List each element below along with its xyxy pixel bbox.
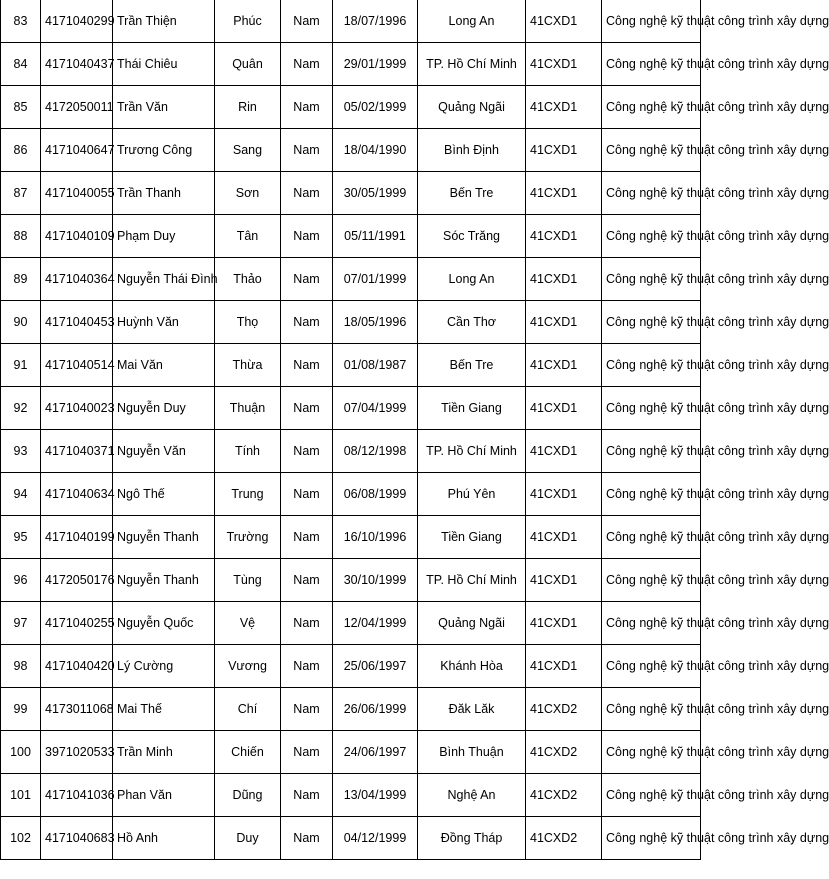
- student-id-cell: 4171040420: [41, 645, 113, 688]
- gender-cell: Nam: [281, 817, 333, 860]
- student-id-cell: 4171040634: [41, 473, 113, 516]
- gender-cell: Nam: [281, 430, 333, 473]
- last-middle-name-cell: Trần Thanh: [113, 172, 215, 215]
- last-middle-name-cell: Trần Văn: [113, 86, 215, 129]
- last-middle-name-cell: Mai Văn: [113, 344, 215, 387]
- last-middle-name-cell: Hồ Anh: [113, 817, 215, 860]
- row-number-cell: 89: [1, 258, 41, 301]
- table-row: [1, 559, 701, 602]
- birthplace-cell: Đồng Tháp: [418, 817, 526, 860]
- major-cell: Công nghệ kỹ thuật công trình xây dựng: [602, 172, 701, 215]
- birthplace-cell: Bình Định: [418, 129, 526, 172]
- row-number-cell: 100: [1, 731, 41, 774]
- first-name-cell: Quân: [215, 43, 281, 86]
- class-code-cell: 41CXD1: [526, 172, 602, 215]
- first-name-cell: Tùng: [215, 559, 281, 602]
- gender-cell: Nam: [281, 602, 333, 645]
- class-code-cell: 41CXD1: [526, 258, 602, 301]
- birthplace-cell: Tiền Giang: [418, 516, 526, 559]
- student-id-cell: 4171040453: [41, 301, 113, 344]
- major-cell: Công nghệ kỹ thuật công trình xây dựng: [602, 344, 701, 387]
- first-name-cell: Tân: [215, 215, 281, 258]
- first-name-cell: Thảo: [215, 258, 281, 301]
- table-row: [1, 172, 701, 215]
- date-of-birth-cell: 29/01/1999: [333, 43, 418, 86]
- table-row: [1, 301, 701, 344]
- row-number-cell: 97: [1, 602, 41, 645]
- student-id-cell: 4171040055: [41, 172, 113, 215]
- gender-cell: Nam: [281, 774, 333, 817]
- first-name-cell: Trường: [215, 516, 281, 559]
- first-name-cell: Phúc: [215, 0, 281, 43]
- class-code-cell: 41CXD1: [526, 129, 602, 172]
- last-middle-name-cell: Trần Minh: [113, 731, 215, 774]
- class-code-cell: 41CXD1: [526, 301, 602, 344]
- last-middle-name-cell: Nguyễn Duy: [113, 387, 215, 430]
- student-id-cell: 4171040023: [41, 387, 113, 430]
- row-number-cell: 90: [1, 301, 41, 344]
- class-code-cell: 41CXD1: [526, 473, 602, 516]
- row-number-cell: 92: [1, 387, 41, 430]
- row-number-cell: 95: [1, 516, 41, 559]
- first-name-cell: Thừa: [215, 344, 281, 387]
- class-code-cell: 41CXD1: [526, 215, 602, 258]
- last-middle-name-cell: Phạm Duy: [113, 215, 215, 258]
- last-middle-name-cell: Ngô Thế: [113, 473, 215, 516]
- class-code-cell: 41CXD1: [526, 602, 602, 645]
- row-number-cell: 98: [1, 645, 41, 688]
- class-code-cell: 41CXD1: [526, 43, 602, 86]
- date-of-birth-cell: 18/05/1996: [333, 301, 418, 344]
- gender-cell: Nam: [281, 86, 333, 129]
- first-name-cell: Sang: [215, 129, 281, 172]
- major-cell: Công nghệ kỹ thuật công trình xây dựng: [602, 43, 701, 86]
- class-code-cell: 41CXD2: [526, 817, 602, 860]
- student-id-cell: 4171040514: [41, 344, 113, 387]
- first-name-cell: Duy: [215, 817, 281, 860]
- major-cell: Công nghệ kỹ thuật công trình xây dựng: [602, 602, 701, 645]
- student-id-cell: 4171040437: [41, 43, 113, 86]
- gender-cell: Nam: [281, 344, 333, 387]
- first-name-cell: Rin: [215, 86, 281, 129]
- last-middle-name-cell: Nguyễn Văn: [113, 430, 215, 473]
- roster-body: [1, 0, 829, 860]
- student-id-cell: 4171040647: [41, 129, 113, 172]
- student-id-cell: 4171040683: [41, 817, 113, 860]
- row-number-cell: 87: [1, 172, 41, 215]
- major-cell: Công nghệ kỹ thuật công trình xây dựng: [602, 430, 701, 473]
- row-number-cell: 83: [1, 0, 41, 43]
- last-middle-name-cell: Thái Chiêu: [113, 43, 215, 86]
- table-row: [1, 516, 701, 559]
- class-code-cell: 41CXD1: [526, 430, 602, 473]
- date-of-birth-cell: 04/12/1999: [333, 817, 418, 860]
- birthplace-cell: Long An: [418, 258, 526, 301]
- gender-cell: Nam: [281, 129, 333, 172]
- row-number-cell: 96: [1, 559, 41, 602]
- gender-cell: Nam: [281, 258, 333, 301]
- table-row: [1, 387, 701, 430]
- table-row: [1, 215, 701, 258]
- table-row: [1, 688, 701, 731]
- last-middle-name-cell: Trần Thiện: [113, 0, 215, 43]
- first-name-cell: Vương: [215, 645, 281, 688]
- first-name-cell: Dũng: [215, 774, 281, 817]
- last-middle-name-cell: Nguyễn Thái Đình: [113, 258, 215, 301]
- gender-cell: Nam: [281, 215, 333, 258]
- table-row: [1, 344, 701, 387]
- class-code-cell: 41CXD1: [526, 559, 602, 602]
- birthplace-cell: TP. Hồ Chí Minh: [418, 430, 526, 473]
- date-of-birth-cell: 06/08/1999: [333, 473, 418, 516]
- date-of-birth-cell: 16/10/1996: [333, 516, 418, 559]
- student-id-cell: 4172050176: [41, 559, 113, 602]
- first-name-cell: Thọ: [215, 301, 281, 344]
- date-of-birth-cell: 08/12/1998: [333, 430, 418, 473]
- major-cell: Công nghệ kỹ thuật công trình xây dựng: [602, 258, 701, 301]
- gender-cell: Nam: [281, 516, 333, 559]
- birthplace-cell: Quảng Ngãi: [418, 602, 526, 645]
- first-name-cell: Chiến: [215, 731, 281, 774]
- first-name-cell: Tính: [215, 430, 281, 473]
- last-middle-name-cell: Nguyễn Thanh: [113, 559, 215, 602]
- date-of-birth-cell: 01/08/1987: [333, 344, 418, 387]
- birthplace-cell: Long An: [418, 0, 526, 43]
- gender-cell: Nam: [281, 301, 333, 344]
- first-name-cell: Thuận: [215, 387, 281, 430]
- major-cell: Công nghệ kỹ thuật công trình xây dựng: [602, 473, 701, 516]
- row-number-cell: 86: [1, 129, 41, 172]
- birthplace-cell: Quảng Ngãi: [418, 86, 526, 129]
- birthplace-cell: Cần Thơ: [418, 301, 526, 344]
- table-row: [1, 774, 701, 817]
- gender-cell: Nam: [281, 43, 333, 86]
- student-id-cell: 4171040199: [41, 516, 113, 559]
- birthplace-cell: Bình Thuận: [418, 731, 526, 774]
- student-id-cell: 4173011068: [41, 688, 113, 731]
- first-name-cell: Chí: [215, 688, 281, 731]
- table-row: [1, 86, 701, 129]
- major-cell: Công nghệ kỹ thuật công trình xây dựng: [602, 731, 701, 774]
- major-cell: Công nghệ kỹ thuật công trình xây dựng: [602, 86, 701, 129]
- date-of-birth-cell: 13/04/1999: [333, 774, 418, 817]
- gender-cell: Nam: [281, 645, 333, 688]
- student-id-cell: 4171040364: [41, 258, 113, 301]
- row-number-cell: 94: [1, 473, 41, 516]
- date-of-birth-cell: 18/04/1990: [333, 129, 418, 172]
- major-cell: Công nghệ kỹ thuật công trình xây dựng: [602, 387, 701, 430]
- class-code-cell: 41CXD1: [526, 516, 602, 559]
- class-code-cell: 41CXD2: [526, 774, 602, 817]
- gender-cell: Nam: [281, 473, 333, 516]
- major-cell: Công nghệ kỹ thuật công trình xây dựng: [602, 215, 701, 258]
- date-of-birth-cell: 07/04/1999: [333, 387, 418, 430]
- first-name-cell: Vệ: [215, 602, 281, 645]
- student-id-cell: 4171040371: [41, 430, 113, 473]
- major-cell: Công nghệ kỹ thuật công trình xây dựng: [602, 0, 701, 43]
- major-cell: Công nghệ kỹ thuật công trình xây dựng: [602, 129, 701, 172]
- table-row: [1, 473, 701, 516]
- date-of-birth-cell: 24/06/1997: [333, 731, 418, 774]
- row-number-cell: 101: [1, 774, 41, 817]
- gender-cell: Nam: [281, 688, 333, 731]
- class-code-cell: 41CXD1: [526, 387, 602, 430]
- major-cell: Công nghệ kỹ thuật công trình xây dựng: [602, 645, 701, 688]
- class-code-cell: 41CXD2: [526, 731, 602, 774]
- row-number-cell: 85: [1, 86, 41, 129]
- date-of-birth-cell: 05/02/1999: [333, 86, 418, 129]
- last-middle-name-cell: Lý Cường: [113, 645, 215, 688]
- date-of-birth-cell: 07/01/1999: [333, 258, 418, 301]
- last-middle-name-cell: Trương Công: [113, 129, 215, 172]
- class-code-cell: 41CXD1: [526, 0, 602, 43]
- table-row: [1, 731, 701, 774]
- gender-cell: Nam: [281, 0, 333, 43]
- major-cell: Công nghệ kỹ thuật công trình xây dựng: [602, 559, 701, 602]
- gender-cell: Nam: [281, 387, 333, 430]
- last-middle-name-cell: Mai Thế: [113, 688, 215, 731]
- row-number-cell: 102: [1, 817, 41, 860]
- birthplace-cell: TP. Hồ Chí Minh: [418, 559, 526, 602]
- birthplace-cell: Khánh Hòa: [418, 645, 526, 688]
- class-code-cell: 41CXD2: [526, 688, 602, 731]
- table-row: [1, 430, 701, 473]
- student-id-cell: 4171040109: [41, 215, 113, 258]
- birthplace-cell: TP. Hồ Chí Minh: [418, 43, 526, 86]
- major-cell: Công nghệ kỹ thuật công trình xây dựng: [602, 301, 701, 344]
- major-cell: Công nghệ kỹ thuật công trình xây dựng: [602, 688, 701, 731]
- table-row: [1, 129, 701, 172]
- birthplace-cell: Phú Yên: [418, 473, 526, 516]
- date-of-birth-cell: 18/07/1996: [333, 0, 418, 43]
- class-code-cell: 41CXD1: [526, 645, 602, 688]
- table-row: [1, 258, 701, 301]
- last-middle-name-cell: Nguyễn Thanh: [113, 516, 215, 559]
- last-middle-name-cell: Nguyễn Quốc: [113, 602, 215, 645]
- table-row: [1, 817, 701, 860]
- table-row: [1, 0, 701, 43]
- last-middle-name-cell: Huỳnh Văn: [113, 301, 215, 344]
- first-name-cell: Trung: [215, 473, 281, 516]
- date-of-birth-cell: 30/05/1999: [333, 172, 418, 215]
- table-row: [1, 43, 701, 86]
- date-of-birth-cell: 26/06/1999: [333, 688, 418, 731]
- student-id-cell: 4172050011: [41, 86, 113, 129]
- student-id-cell: 4171040255: [41, 602, 113, 645]
- first-name-cell: Sơn: [215, 172, 281, 215]
- birthplace-cell: Bến Tre: [418, 344, 526, 387]
- gender-cell: Nam: [281, 172, 333, 215]
- major-cell: Công nghệ kỹ thuật công trình xây dựng: [602, 516, 701, 559]
- birthplace-cell: Đăk Lăk: [418, 688, 526, 731]
- student-id-cell: 4171040299: [41, 0, 113, 43]
- row-number-cell: 91: [1, 344, 41, 387]
- birthplace-cell: Tiền Giang: [418, 387, 526, 430]
- table-row: [1, 645, 701, 688]
- date-of-birth-cell: 05/11/1991: [333, 215, 418, 258]
- row-number-cell: 88: [1, 215, 41, 258]
- major-cell: Công nghệ kỹ thuật công trình xây dựng: [602, 774, 701, 817]
- gender-cell: Nam: [281, 731, 333, 774]
- birthplace-cell: Sóc Trăng: [418, 215, 526, 258]
- student-id-cell: 3971020533: [41, 731, 113, 774]
- date-of-birth-cell: 12/04/1999: [333, 602, 418, 645]
- birthplace-cell: Bến Tre: [418, 172, 526, 215]
- row-number-cell: 99: [1, 688, 41, 731]
- class-code-cell: 41CXD1: [526, 86, 602, 129]
- class-code-cell: 41CXD1: [526, 344, 602, 387]
- date-of-birth-cell: 30/10/1999: [333, 559, 418, 602]
- last-middle-name-cell: Phan Văn: [113, 774, 215, 817]
- gender-cell: Nam: [281, 559, 333, 602]
- birthplace-cell: Nghệ An: [418, 774, 526, 817]
- date-of-birth-cell: 25/06/1997: [333, 645, 418, 688]
- student-id-cell: 4171041036: [41, 774, 113, 817]
- row-number-cell: 93: [1, 430, 41, 473]
- row-number-cell: 84: [1, 43, 41, 86]
- table-row: [1, 602, 701, 645]
- major-cell: Công nghệ kỹ thuật công trình xây dựng: [602, 817, 701, 860]
